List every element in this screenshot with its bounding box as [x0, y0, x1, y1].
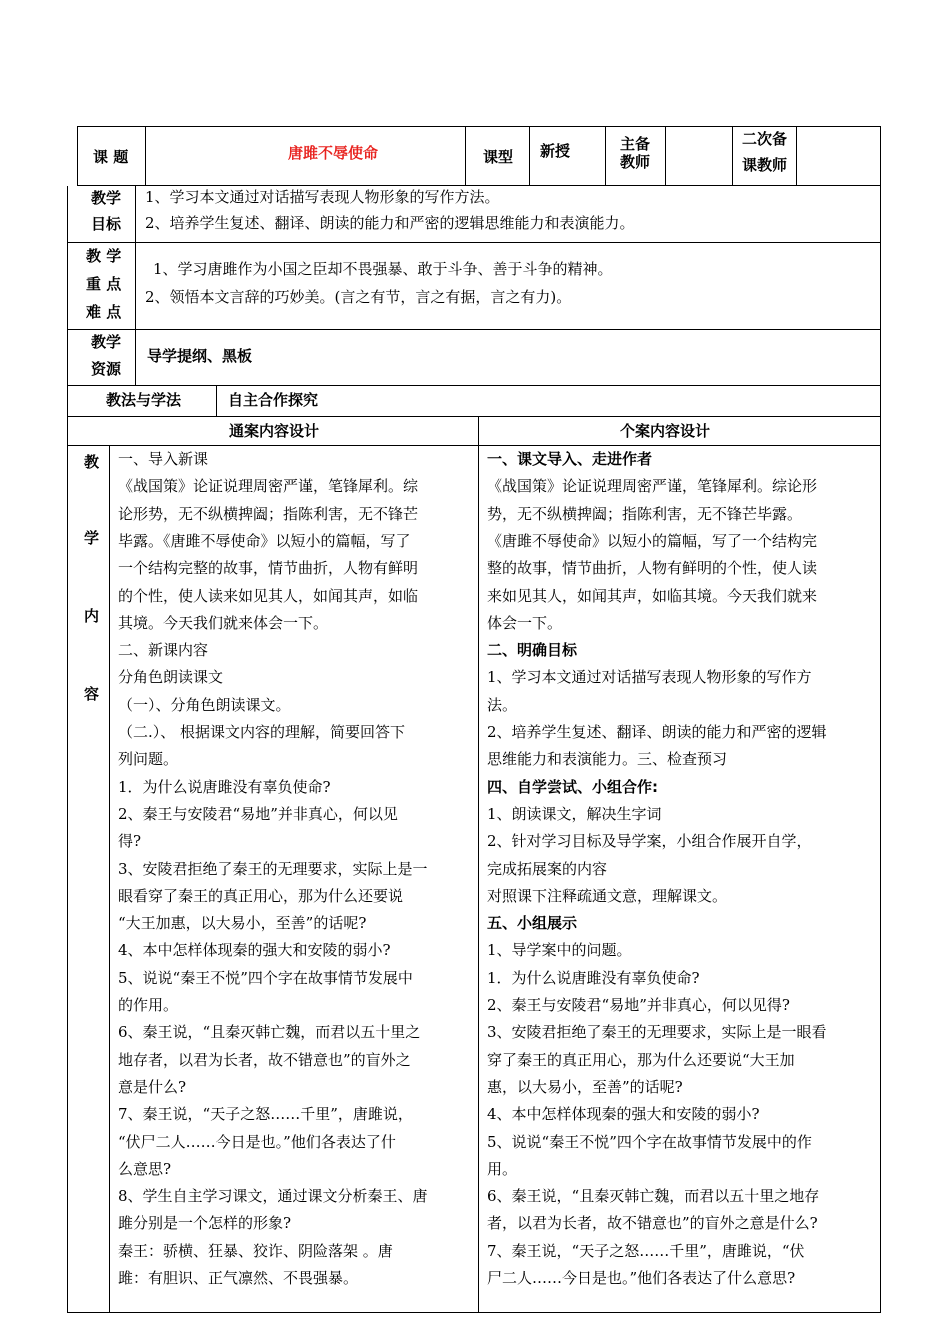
- right-content-line: 《战国策》论证说理周密严谨，笔锋犀利。综论形: [487, 477, 818, 496]
- left-content-line: 毕露。《唐雎不辱使命》以短小的篇幅，写了: [118, 531, 411, 550]
- left-content-line: 地存者，以君为长者，故不错意也”的盲外之: [118, 1050, 411, 1069]
- left-content-line: 雎：有胆识、正气凛然、不畏强暴。: [118, 1269, 359, 1287]
- right-content-line: 3、安陵君拒绝了秦王的无理要求，实际上是一眼看: [487, 1023, 827, 1042]
- right-content-line: 整的故事，情节曲折，人物有鲜明的个性，使人读: [487, 559, 818, 578]
- right-content-line: 者，以君为长者，故不错意也”的盲外之意是什么?: [487, 1214, 818, 1233]
- right-content-line: 体会一下。: [487, 613, 563, 632]
- side-label-char: 内: [84, 607, 100, 625]
- left-content-line: 5、说说“秦王不悦”四个字在故事情节发展中: [118, 968, 413, 987]
- header-divider: [465, 126, 466, 186]
- keypoint-item: 2、领悟本文言辞的巧妙美。(言之有节，言之有据，言之有力)。: [145, 288, 572, 306]
- left-content-line: （二.）、 根据课文内容的理解，简要回答下: [118, 723, 406, 741]
- right-content-line: 一、课文导入、走进作者: [487, 450, 653, 468]
- left-content-line: 列问题。: [118, 750, 179, 769]
- right-content-line: 6、秦王说，“且秦灭韩亡魏，而君以五十里之地存: [487, 1187, 820, 1206]
- keypoints-label-1: 教 学: [86, 247, 122, 265]
- type-label: 课型: [483, 148, 514, 166]
- header-divider: [732, 126, 733, 186]
- left-content-line: 4、本中怎样体现秦的强大和安陵的弱小?: [118, 941, 391, 960]
- right-column-header: 个案内容设计: [620, 422, 711, 440]
- right-content-line: 2、针对学习目标及导学案，小组合作展开自学，: [487, 832, 812, 851]
- right-content-line: 思维能力和表演能力。三、检查预习: [487, 750, 728, 769]
- row-divider: [67, 329, 881, 330]
- right-content-line: 五、小组展示: [487, 914, 578, 933]
- resources-label-1: 教学: [91, 333, 122, 351]
- right-content-line: 尸二人……今日是也。”他们各表达了什么意思?: [487, 1269, 796, 1287]
- left-content-line: 一个结构完整的故事，情节曲折，人物有鲜明: [118, 559, 419, 578]
- resources-label-2: 资源: [91, 360, 122, 378]
- left-content-line: 6、秦王说，“且秦灭韩亡魏，而君以五十里之: [118, 1023, 421, 1042]
- row-divider: [67, 416, 881, 417]
- right-content-line: 四、自学尝试、小组合作:: [487, 777, 658, 796]
- right-content-line: 法。: [487, 695, 518, 714]
- lead-teacher-label-2: 教师: [620, 153, 651, 171]
- header-divider: [529, 126, 530, 186]
- right-content-line: 7、秦王说，“天子之怒……千里”，唐雎说，“伏: [487, 1241, 805, 1260]
- right-content-line: 《唐雎不辱使命》以短小的篇幅，写了一个结构完: [487, 531, 818, 550]
- right-content-line: 对照课下注释疏通文意，理解课文。: [487, 886, 728, 905]
- right-content-line: 惠，以大易小，至善”的话呢?: [487, 1077, 683, 1096]
- side-label-divider: [109, 445, 110, 1313]
- left-content-line: 7、秦王说，“天子之怒……千里”，唐雎说，: [118, 1105, 413, 1124]
- right-content-line: 1、导学案中的问题。: [487, 941, 632, 960]
- keypoint-item: 1、学习唐雎作为小国之臣却不畏强暴、敢于斗争、善于斗争的精神。: [153, 260, 613, 278]
- row-divider: [67, 385, 881, 386]
- header-divider: [796, 126, 797, 186]
- right-content-line: 完成拓展案的内容: [487, 859, 608, 878]
- left-content-line: “伏尸二人……今日是也。”他们各表达了什: [118, 1132, 396, 1151]
- left-content-line: 秦王：骄横、狂暴、狡诈、阴险落架 。唐: [118, 1241, 393, 1260]
- left-content-line: 一、导入新课: [118, 450, 209, 468]
- right-content-line: 二、明确目标: [487, 641, 578, 660]
- right-content-line: 1．为什么说唐雎没有辜负使命?: [487, 968, 700, 987]
- objectives-label-1: 教学: [91, 189, 122, 207]
- left-content-line: 雎分别是一个怎样的形象?: [118, 1214, 292, 1233]
- left-content-line: 的作用。: [118, 996, 179, 1014]
- left-content-line: 《战国策》论证说理周密严谨，笔锋犀利。综: [118, 477, 419, 496]
- left-content-line: 2、秦王与安陵君“易地”并非真心，何以见: [118, 804, 398, 823]
- second-teacher-label-1: 二次备: [742, 130, 788, 148]
- right-content-line: 势，无不纵横捭阖；指陈利害，无不锋芒毕露。: [487, 504, 803, 523]
- side-label-char: 学: [84, 529, 100, 547]
- left-content-line: 1．为什么说唐雎没有辜负使命?: [118, 777, 331, 796]
- label-column-divider: [135, 186, 136, 385]
- header-divider: [665, 126, 666, 186]
- left-content-line: 论形势，无不纵横捭阖；指陈利害，无不锋芒: [118, 504, 419, 523]
- right-content-line: 用。: [487, 1159, 518, 1178]
- center-column-divider: [478, 416, 479, 1313]
- left-content-line: 么意思?: [118, 1159, 172, 1178]
- lesson-title: 唐雎不辱使命: [288, 144, 379, 162]
- header-divider: [605, 126, 606, 186]
- keypoints-label-3: 难 点: [86, 303, 122, 321]
- left-content-line: （一）、分角色朗读课文。: [118, 695, 291, 714]
- methods-divider: [216, 385, 217, 416]
- right-content-line: 来如见其人，如闻其声，如临其境。今天我们就来: [487, 586, 818, 605]
- second-teacher-label-2: 课教师: [742, 156, 788, 174]
- left-content-line: 意是什么?: [118, 1077, 187, 1096]
- right-content-line: 5、说说“秦王不悦”四个字在故事情节发展中的作: [487, 1132, 812, 1151]
- right-content-line: 1、朗读课文，解决生字词: [487, 804, 662, 823]
- objectives-label-2: 目标: [91, 215, 122, 233]
- objective-item: 1、学习本文通过对话描写表现人物形象的写作方法。: [145, 188, 500, 206]
- right-content-line: 2、秦王与安陵君“易地”并非真心，何以见得?: [487, 996, 790, 1014]
- resources-value: 导学提纲、黑板: [147, 347, 253, 365]
- type-value: 新授: [540, 142, 571, 160]
- lead-teacher-label-1: 主备: [620, 135, 651, 153]
- right-content-line: 穿了秦王的真正用心，那为什么还要说“大王加: [487, 1050, 795, 1069]
- row-divider: [67, 242, 881, 243]
- topic-label: 课 题: [93, 148, 129, 166]
- side-label-char: 教: [84, 453, 100, 471]
- methods-label: 教法与学法: [106, 391, 182, 409]
- left-content-line: 8、学生自主学习课文，通过课文分析秦王、唐: [118, 1187, 428, 1206]
- methods-value: 自主合作探究: [228, 391, 319, 409]
- keypoints-label-2: 重 点: [86, 275, 122, 293]
- left-content-line: 3、安陵君拒绝了秦王的无理要求，实际上是一: [118, 859, 428, 878]
- left-content-line: 分角色朗读课文: [118, 668, 224, 687]
- side-label-char: 容: [84, 685, 100, 703]
- left-content-line: 其境。今天我们就来体会一下。: [118, 613, 329, 632]
- left-content-line: 二、新课内容: [118, 641, 209, 660]
- left-content-line: “大王加惠，以大易小，至善”的话呢?: [118, 914, 367, 933]
- left-content-line: 的个性，使人读来如见其人，如闻其声，如临: [118, 586, 419, 605]
- left-content-line: 眼看穿了秦王的真正用心，那为什么还要说: [118, 886, 404, 905]
- left-column-header: 通案内容设计: [229, 422, 320, 440]
- header-divider: [145, 126, 146, 186]
- right-content-line: 2、培养学生复述、翻译、朗读的能力和严密的逻辑: [487, 723, 827, 741]
- right-content-line: 1、学习本文通过对话描写表现人物形象的写作方: [487, 668, 812, 687]
- objective-item: 2、培养学生复述、翻译、朗读的能力和严密的逻辑思维能力和表演能力。: [145, 214, 635, 232]
- right-content-line: 4、本中怎样体现秦的强大和安陵的弱小?: [487, 1105, 760, 1124]
- left-content-line: 得?: [118, 832, 142, 851]
